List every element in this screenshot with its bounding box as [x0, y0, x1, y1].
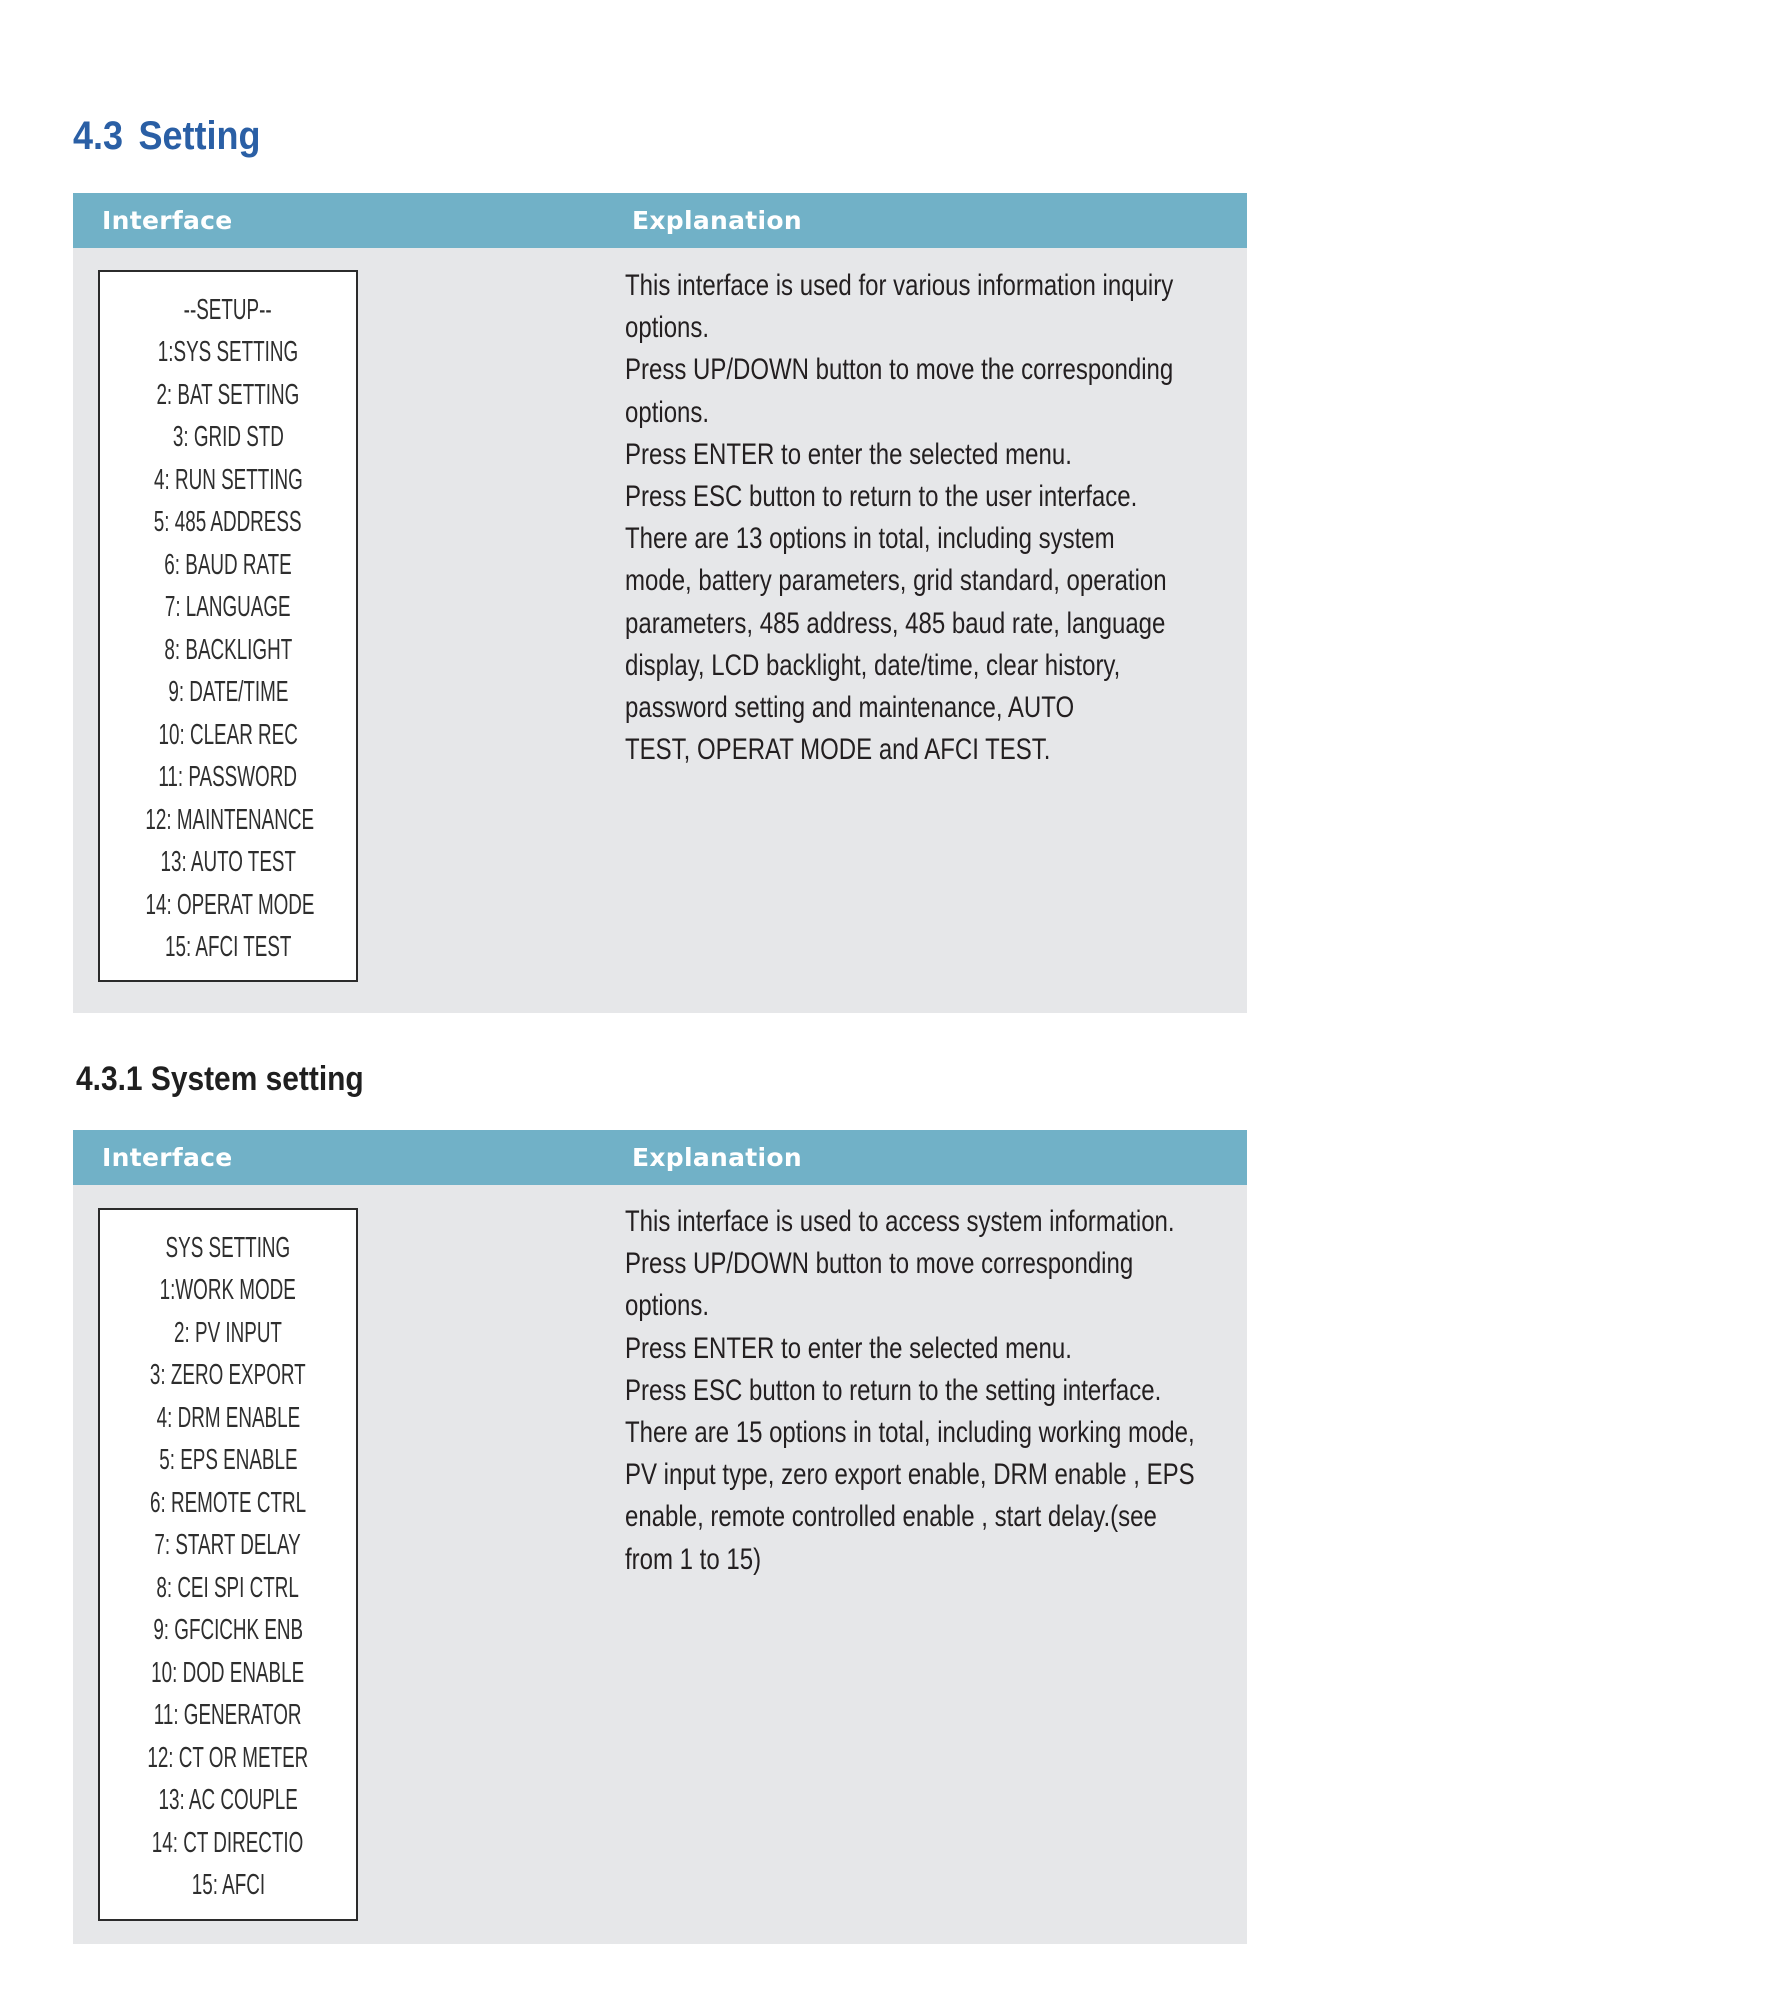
lcd-line-text: 10: DOD ENABLE: [151, 1656, 305, 1689]
lcd-menu-item: [100, 1694, 356, 1736]
explanation-line: from 1 to 15): [625, 1542, 762, 1576]
explanation-line: TEST, OPERAT MODE and AFCI TEST.: [625, 733, 1051, 767]
lcd-line-text: 5: 485 ADDRESS: [154, 506, 302, 539]
lcd-menu-item: [100, 1312, 356, 1354]
lcd-line-text: 8: CEI SPI CTRL: [156, 1571, 300, 1604]
lcd-line-text: 13: AC COUPLE: [158, 1784, 298, 1817]
explanation-line: Press UP/DOWN button to move corresponding: [625, 1247, 1134, 1281]
lcd-line-text: --SETUP--: [184, 294, 272, 326]
lcd-line-text: 9: DATE/TIME: [167, 676, 289, 709]
lcd-menu-item: [100, 1269, 356, 1311]
lcd-line-text: 11: PASSWORD: [158, 761, 298, 794]
column-header-explanation: Explanation: [632, 1143, 802, 1172]
system-setting-table: [73, 1130, 1247, 1944]
lcd-menu-item: [100, 756, 356, 798]
column-header-explanation: Explanation: [632, 206, 802, 235]
lcd-menu-item: [100, 1609, 356, 1651]
lcd-menu-item: [100, 459, 356, 501]
explanation-line: This interface is used for various information inquiry: [625, 269, 1174, 302]
lcd-menu-item: [100, 884, 356, 926]
lcd-menu-title: [100, 1227, 356, 1269]
explanation-text: [625, 265, 1310, 771]
lcd-screen-sys-setting-menu: [98, 1208, 358, 1921]
lcd-menu-item: [100, 1779, 356, 1821]
lcd-menu-item: [100, 1864, 356, 1906]
lcd-menu-item: [100, 1482, 356, 1524]
explanation-line: Press ENTER to enter the selected menu.: [625, 437, 1072, 471]
lcd-line-text: 1:SYS SETTING: [157, 336, 299, 369]
lcd-menu-item: [100, 926, 356, 968]
lcd-menu-item: [100, 1524, 356, 1566]
lcd-line-text: 5: EPS ENABLE: [158, 1444, 298, 1477]
explanation-text: [625, 1201, 1337, 1581]
lcd-menu-item: [100, 1737, 356, 1779]
lcd-screen-setup-menu: [98, 270, 358, 982]
lcd-line-text: 7: LANGUAGE: [165, 591, 291, 624]
lcd-menu-item: [100, 1822, 356, 1864]
column-header-interface: Interface: [102, 206, 233, 235]
setting-table: [73, 193, 1247, 1013]
lcd-menu-item: [100, 1439, 356, 1481]
lcd-line-text: 6: BAUD RATE: [164, 548, 292, 581]
section-heading-setting: 4.3 Setting: [73, 114, 261, 158]
lcd-menu-item: [100, 1397, 356, 1439]
explanation-line: options.: [625, 1289, 710, 1323]
lcd-line-text: 12: MAINTENANCE: [145, 803, 315, 836]
lcd-menu-item: [100, 501, 356, 543]
explanation-line: There are 13 options in total, including system: [625, 522, 1115, 556]
column-header-interface: Interface: [102, 1143, 233, 1172]
lcd-menu-list: [100, 1227, 356, 1907]
lcd-line-text: 6: REMOTE CTRL: [149, 1486, 307, 1519]
lcd-menu-item: [100, 1354, 356, 1396]
lcd-line-text: 4: DRM ENABLE: [156, 1401, 300, 1434]
lcd-menu-item: [100, 331, 356, 373]
lcd-line-text: 12: CT OR METER: [147, 1741, 309, 1774]
lcd-menu-item: [100, 714, 356, 756]
lcd-line-text: 14: CT DIRECTIO: [152, 1826, 304, 1859]
explanation-line: Press ENTER to enter the selected menu.: [625, 1331, 1072, 1365]
explanation-line: Press ESC button to return to the user interface.: [625, 479, 1138, 513]
lcd-line-text: 9: GFCICHK ENB: [153, 1614, 303, 1647]
lcd-line-text: 11: GENERATOR: [154, 1699, 302, 1732]
lcd-line-text: 2: PV INPUT: [174, 1316, 282, 1349]
lcd-menu-item: [100, 586, 356, 628]
lcd-line-text: 15: AFCI: [191, 1869, 265, 1902]
lcd-line-text: 14: OPERAT MODE: [145, 888, 315, 921]
lcd-menu-item: [100, 629, 356, 671]
lcd-line-text: 3: GRID STD: [172, 421, 284, 454]
lcd-menu-item: [100, 799, 356, 841]
lcd-line-text: 15: AFCI TEST: [164, 931, 292, 964]
lcd-menu-list: [100, 289, 356, 969]
lcd-menu-title: [100, 289, 356, 331]
explanation-line: options.: [625, 311, 710, 345]
explanation-line: PV input type, zero export enable, DRM enable , EPS: [625, 1458, 1195, 1492]
lcd-menu-item: [100, 1567, 356, 1609]
lcd-line-text: SYS SETTING: [165, 1232, 291, 1264]
lcd-menu-item: [100, 374, 356, 416]
lcd-line-text: 3: ZERO EXPORT: [150, 1359, 306, 1392]
explanation-line: Press ESC button to return to the setting interface.: [625, 1373, 1162, 1407]
lcd-line-text: 4: RUN SETTING: [153, 463, 303, 496]
lcd-line-text: 1:WORK MODE: [159, 1274, 297, 1307]
explanation-line: parameters, 485 address, 485 baud rate, language: [625, 606, 1166, 640]
lcd-menu-item: [100, 544, 356, 586]
explanation-line: options.: [625, 395, 710, 429]
table-header-row: [73, 1130, 1247, 1185]
table-header-row: [73, 193, 1247, 248]
lcd-menu-item: [100, 671, 356, 713]
lcd-line-text: 7: START DELAY: [154, 1529, 302, 1562]
explanation-line: enable, remote controlled enable , start delay.(see: [625, 1500, 1157, 1534]
lcd-line-text: 8: BACKLIGHT: [164, 633, 292, 666]
lcd-menu-item: [100, 416, 356, 458]
lcd-line-text: 13: AUTO TEST: [160, 846, 296, 879]
explanation-line: Press UP/DOWN button to move the corresponding: [625, 353, 1174, 387]
section-heading-system-setting: 4.3.1 System setting: [76, 1060, 364, 1098]
explanation-line: This interface is used to access system information.: [625, 1205, 1175, 1238]
explanation-line: display, LCD backlight, date/time, clear history,: [625, 648, 1121, 682]
explanation-line: password setting and maintenance, AUTO: [625, 690, 1075, 724]
lcd-line-text: 2: BAT SETTING: [156, 378, 300, 411]
explanation-line: There are 15 options in total, including working mode,: [625, 1415, 1195, 1449]
explanation-line: mode, battery parameters, grid standard, operation: [625, 564, 1167, 598]
lcd-menu-item: [100, 1652, 356, 1694]
lcd-line-text: 10: CLEAR REC: [158, 718, 298, 751]
lcd-menu-item: [100, 841, 356, 883]
